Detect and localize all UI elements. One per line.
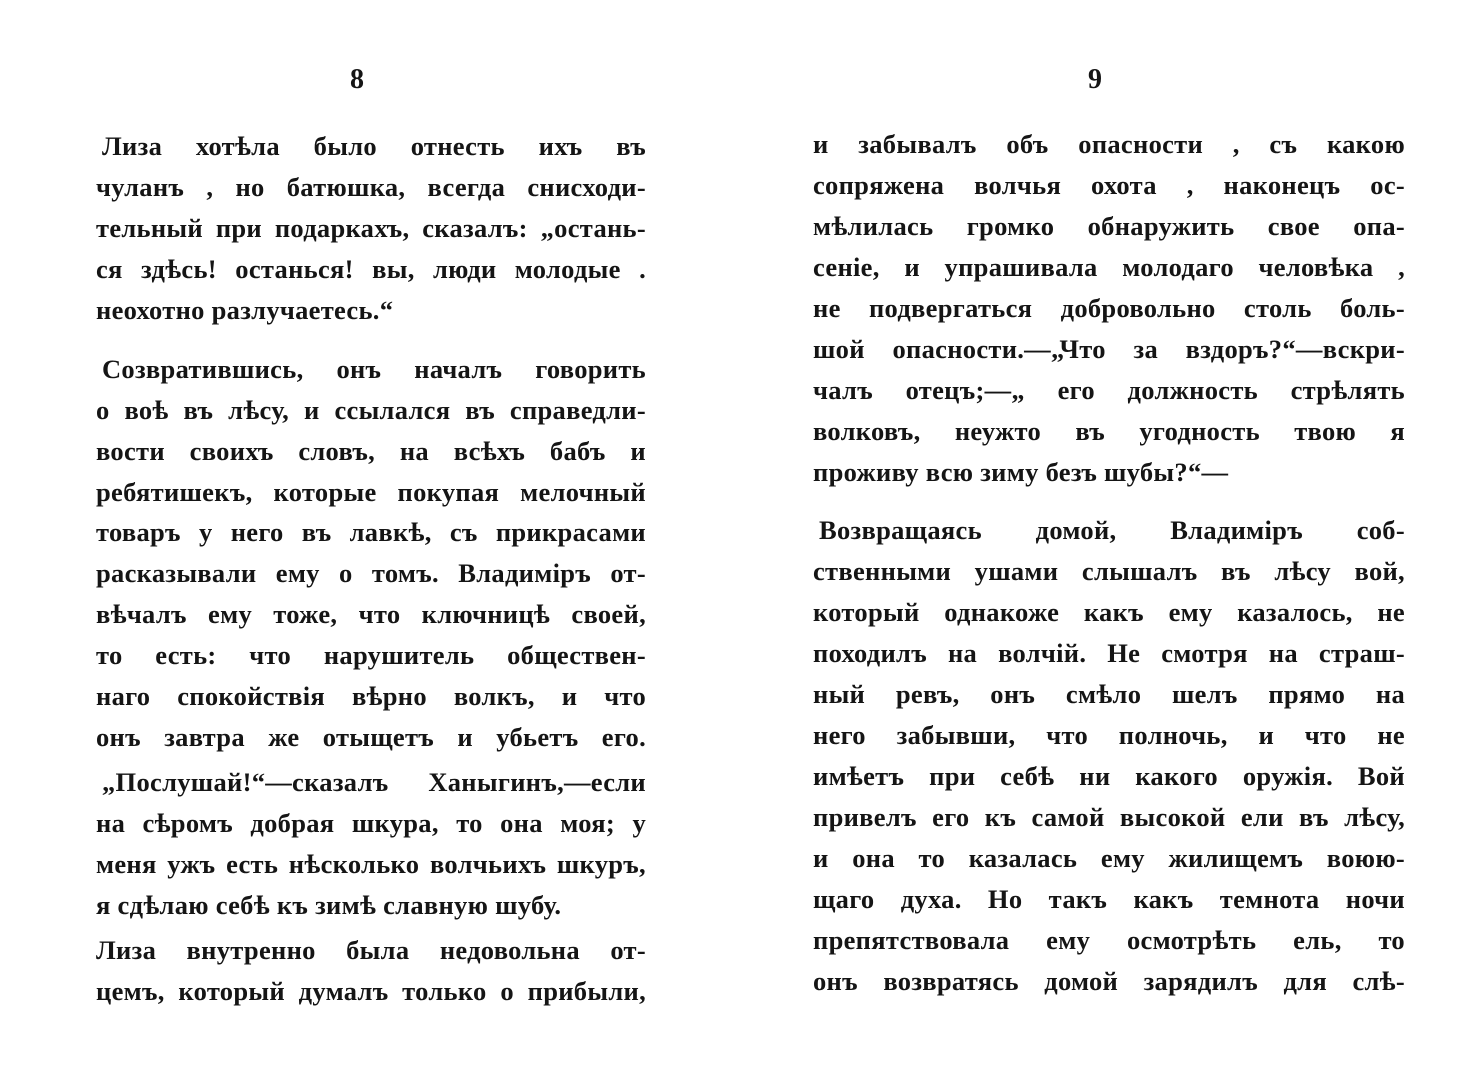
text-line: вости своихъ словъ, на всѣхъ бабъ и bbox=[96, 435, 646, 466]
text-line: имѣетъ при себѣ ни какого оружія. Вой bbox=[813, 761, 1405, 792]
text-line: ственными ушами слышалъ въ лѣсу вой, bbox=[813, 556, 1405, 587]
text-line: ребятишекъ, которые покупая мелочный bbox=[96, 476, 646, 507]
text-line: онъ возвратясь домой зарядилъ для слѣ- bbox=[813, 965, 1405, 996]
text-line: Лиза хотѣла было отнесть ихъ въ bbox=[102, 131, 646, 161]
text-line: шой опасности.—„Что за вздоръ?“—вскри- bbox=[813, 333, 1405, 364]
text-line: Созвратившись, онъ началъ говорить bbox=[102, 353, 646, 384]
text-line: сопряжена волчья охота , наконецъ ос- bbox=[813, 169, 1405, 200]
text-line: щаго духа. Но такъ какъ темнота ночи bbox=[813, 883, 1405, 914]
text-line: ся здѣсь! останься! вы, люди молодые . bbox=[96, 253, 646, 284]
text-line: наго спокойствія вѣрно волкъ, и что bbox=[96, 681, 646, 712]
text-line: Возвращаясь домой, Владиміръ соб- bbox=[819, 515, 1405, 546]
text-line: то есть: что нарушитель обществен- bbox=[96, 640, 646, 671]
text-line: о воѣ въ лѣсу, и ссылался въ справедли- bbox=[96, 394, 646, 425]
text-line: я сдѣлаю себѣ къ зимѣ славную шубу. bbox=[96, 889, 562, 920]
text-line: чалъ отецъ;—„ его должность стрѣлять bbox=[813, 374, 1405, 405]
text-line: который однакоже какъ ему казалось, не bbox=[813, 597, 1405, 628]
text-line: и забывалъ объ опасности , съ какою bbox=[813, 129, 1405, 159]
text-line: „Послушай!“—сказалъ Ханыгинъ,—если bbox=[102, 767, 646, 798]
text-line: сеніе, и упрашивала молодаго человѣка , bbox=[813, 251, 1405, 282]
text-line: ный ревъ, онъ смѣло шелъ прямо на bbox=[813, 679, 1405, 710]
text-line: волковъ, неужто въ угодность твою я bbox=[813, 415, 1405, 446]
page-text bbox=[813, 124, 1405, 1002]
text-line: на сѣромъ добрая шкура, то она моя; у bbox=[96, 808, 646, 838]
text-line: привелъ его къ самой высокой ели въ лѣсу, bbox=[813, 802, 1405, 832]
text-line: Лиза внутренно была недовольна от- bbox=[96, 934, 646, 965]
page-text bbox=[96, 126, 646, 1012]
text-line: мѣлилась громко обнаружить свое опа- bbox=[813, 210, 1405, 241]
text-line: него забывши, что полночь, и что не bbox=[813, 720, 1405, 751]
text-line: чуланъ , но батюшка, всегда снисходи- bbox=[96, 171, 646, 202]
text-line: товаръ у него въ лавкѣ, съ прикрасами bbox=[96, 517, 646, 548]
text-line: цемъ, который думалъ только о прибыли, bbox=[96, 975, 646, 1006]
text-line: проживу всю зиму безъ шубы?“— bbox=[813, 456, 1229, 487]
right-page bbox=[813, 0, 1405, 1080]
text-line: онъ завтра же отыщетъ и убьетъ его. bbox=[96, 722, 646, 753]
text-line: вѣчалъ ему тоже, что ключницѣ своей, bbox=[96, 599, 646, 630]
text-line: меня ужъ есть нѣсколько волчьихъ шкуръ, bbox=[96, 848, 646, 879]
text-line: препятствовала ему осмотрѣть ель, то bbox=[813, 924, 1405, 955]
text-line: тельный при подаркахъ, сказалъ: „остань- bbox=[96, 212, 646, 243]
left-page bbox=[96, 0, 646, 1080]
text-line: походилъ на волчій. Не смотря на страш- bbox=[813, 638, 1405, 669]
page-number: 9 bbox=[1088, 64, 1102, 95]
text-line: не подвергаться добровольно столь боль- bbox=[813, 292, 1405, 323]
text-line: расказывали ему о томъ. Владиміръ от- bbox=[96, 558, 646, 589]
text-line: и она то казалась ему жилищемъ воюю- bbox=[813, 842, 1405, 873]
text-line: неохотно разлучаетесь.“ bbox=[96, 294, 394, 325]
page-number: 8 bbox=[350, 64, 364, 95]
